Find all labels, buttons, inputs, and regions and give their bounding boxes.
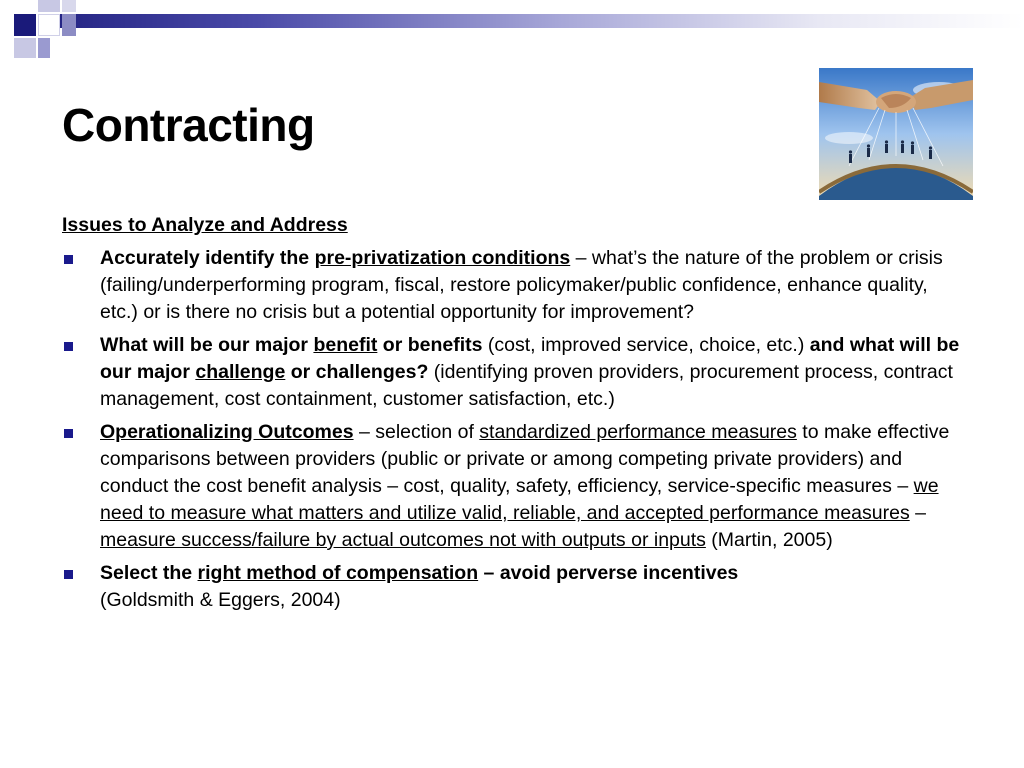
deco-square (62, 0, 76, 12)
deco-square (62, 14, 76, 36)
bullet-item (62, 245, 962, 326)
bullet-text: to make effective comparisons between providers (public or private or among competing private providers) and conduct the cost benefit analysis – cost, quality, safety, efficiency, service-specific measures – (100, 421, 950, 497)
bullet-text-bold: – avoid perverse incentives (478, 562, 739, 584)
bullet-item (62, 560, 962, 614)
bullet-text-bold-underlined: right method of compensation (197, 562, 479, 584)
deco-square (14, 38, 36, 58)
bullet-item (62, 332, 962, 413)
bullet-citation: (Goldsmith & Eggers, 2004) (100, 589, 341, 611)
bullet-text-underlined: measure success/failure by actual outcomes not with outputs or inputs (100, 529, 706, 551)
bullet-text: (Martin, 2005) (705, 529, 833, 551)
bullet-text-bold: or benefits (377, 334, 483, 356)
section-heading: Issues to Analyze and Address (62, 214, 348, 236)
bullet-text-underlined: standardized performance measures (479, 421, 797, 443)
bullet-text: (cost, improved service, choice, etc.) (482, 334, 810, 356)
bullet-text-bold: or challenges? (285, 361, 429, 383)
bullet-item (62, 419, 962, 554)
bullet-text: – what’s the nature of the problem or crisis (failing/underperforming program, fiscal, restore policymaker/public confidence, enhance quality, etc.) or is there no crisis but a potential opportunity for improvement? (100, 247, 943, 323)
square-bullet-icon (64, 255, 73, 264)
bullet-text-bold-underlined: Operationalizing Outcomes (100, 421, 354, 443)
square-bullet-icon (64, 429, 73, 438)
bullet-text-bold: and what will be our major (100, 334, 960, 383)
bullet-list (62, 245, 962, 614)
bullet-text-bold: Select the (100, 562, 198, 584)
header-gradient-band (0, 0, 1024, 50)
bullet-text-bold: What will be our major (100, 334, 314, 356)
deco-square (38, 14, 60, 36)
bullet-text-underlined: we need to measure what matters and utilize valid, reliable, and accepted performance measures (100, 475, 939, 524)
square-bullet-icon (64, 342, 73, 351)
bullet-text: (identifying proven providers, procurement process, contract management, cost containment, customer satisfaction, etc.) (100, 361, 953, 410)
bullet-text-bold: Accurately identify the (100, 247, 315, 269)
slide-body (62, 212, 962, 620)
handshake-bridge-image (819, 68, 973, 200)
bullet-text-bold-underlined: benefit (313, 334, 378, 356)
deco-square (14, 14, 36, 36)
slide-title: Contracting (62, 99, 315, 151)
bullet-text: – selection of (353, 421, 480, 443)
square-bullet-icon (64, 570, 73, 579)
bullet-text-bold-underlined: challenge (195, 361, 286, 383)
bullet-text: – (909, 502, 926, 524)
bullet-text-bold-underlined: pre-privatization conditions (314, 247, 571, 269)
deco-square (38, 0, 60, 12)
deco-square (38, 38, 50, 58)
